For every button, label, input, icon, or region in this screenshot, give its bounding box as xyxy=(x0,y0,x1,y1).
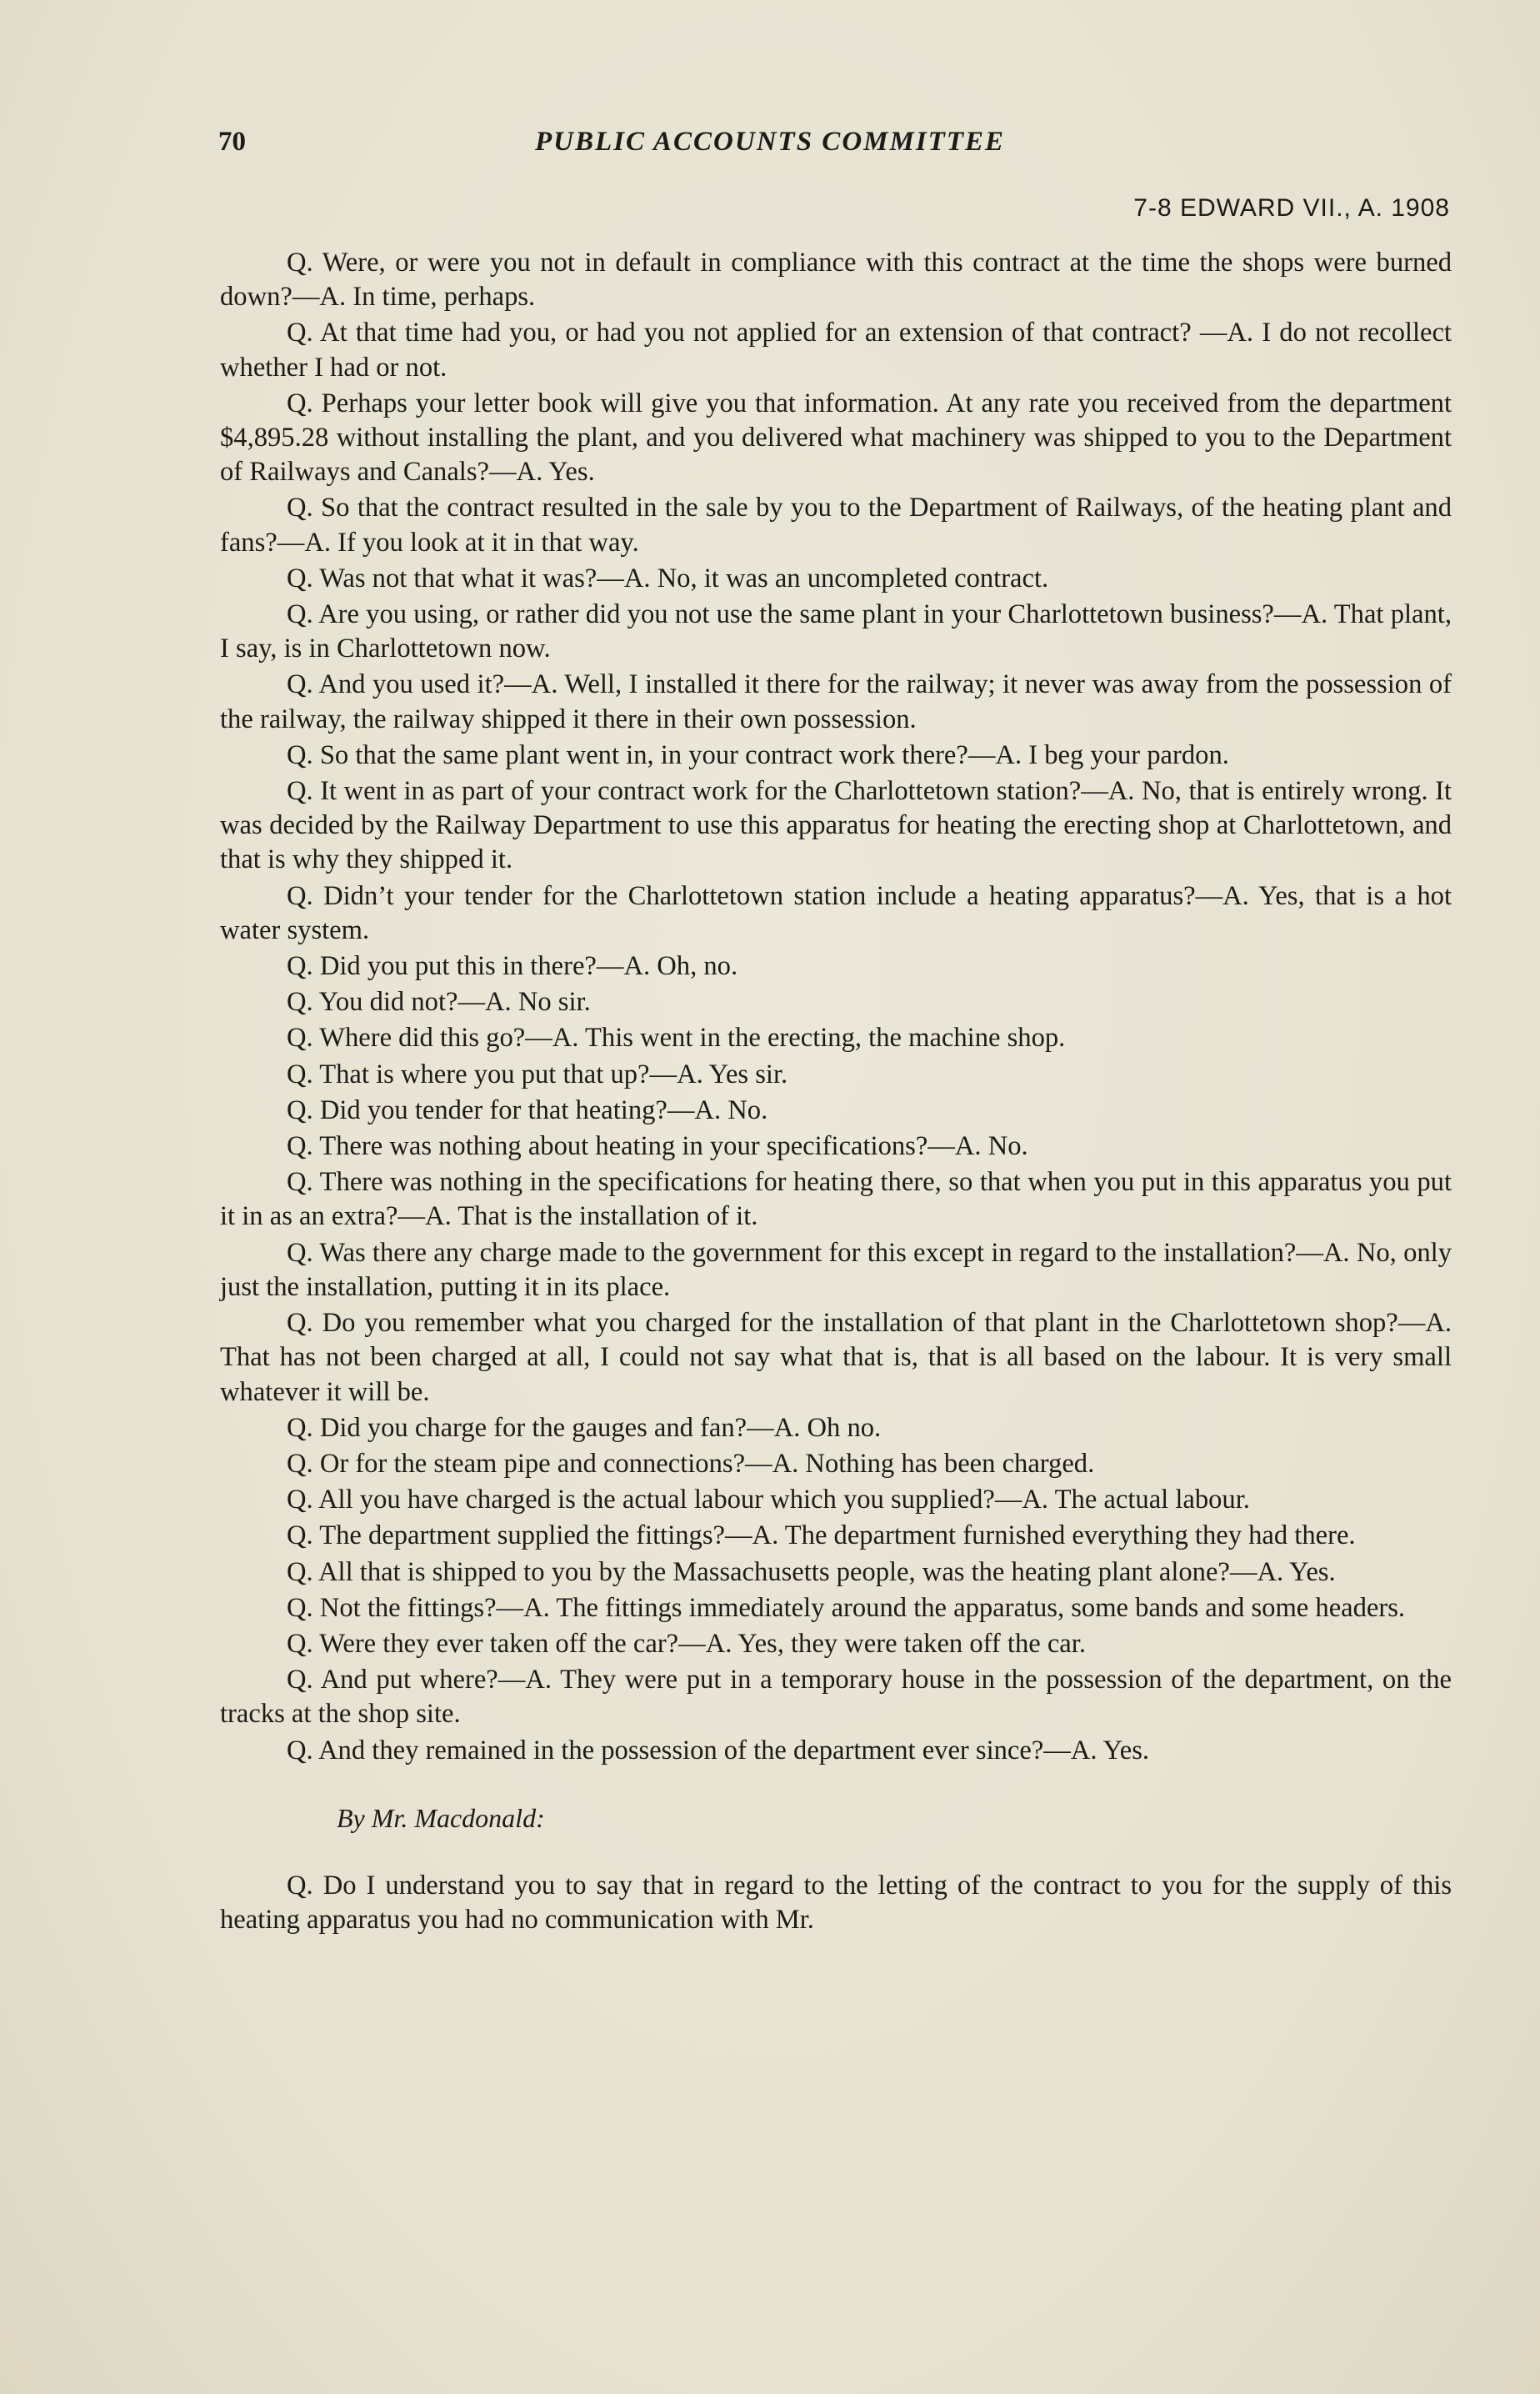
testimony-paragraph: Q. Did you put this in there?—A. Oh, no. xyxy=(287,951,738,982)
testimony-paragraph: Q. Did you tender for that heating?—A. No. xyxy=(287,1094,768,1125)
session-tag: 7-8 EDWARD VII., A. 1908 xyxy=(1133,194,1450,222)
testimony-paragraph: Q. The department supplied the fittings?—A. The department furnished everything they had there. xyxy=(287,1520,1356,1551)
testimony-paragraph: Q. So that the same plant went in, in your contract work there?—A. I beg your pardon. xyxy=(287,739,1229,770)
testimony-paragraph: Q. Not the fittings?—A. The fittings immediately around the apparatus, some bands and some headers. xyxy=(287,1592,1406,1623)
testimony-body xyxy=(220,246,1452,1939)
testimony-paragraph: Q. So that the contract resulted in the sale by you to the Department of Railways, of the heating plant and fans?—A. If you look at it in that way. xyxy=(220,493,1452,558)
testimony-paragraph: Q. At that time had you, or had you not applied for an extension of that contract? —A. I do not recollect whether I had or not. xyxy=(220,318,1452,383)
testimony-paragraph: Q. Did you charge for the gauges and fan?—A. Oh no. xyxy=(287,1412,882,1443)
page-number: 70 xyxy=(218,127,246,157)
testimony-paragraph: Q. Are you using, or rather did you not use the same plant in your Charlottetown business?—A. That plant, I say, is in Charlottetown now. xyxy=(220,599,1452,664)
final-paragraph: Q. Do I understand you to say that in regard to the letting of the contract to you for the supply of this heating apparatus you had no communication with Mr. xyxy=(220,1870,1452,1935)
testimony-paragraph: Q. You did not?—A. No sir. xyxy=(287,987,591,1018)
testimony-paragraph: Q. It went in as part of your contract work for the Charlottetown station?—A. No, that is entirely wrong. It was decided by the Railway Department to use this apparatus for heating the erecting shop at Charlottetown, and that is why they shipped it. xyxy=(220,776,1452,875)
testimony-paragraph: Q. Perhaps your letter book will give you that information. At any rate you received from the department $4,895.28 without installing the plant, and you delivered what machinery was shipped to you to the Department of Railways and Canals?—A. Yes. xyxy=(220,388,1452,488)
testimony-paragraph: Q. And you used it?—A. Well, I installed it there for the railway; it never was away from the possession of the railway, the railway shipped it there in their own possession. xyxy=(220,669,1452,734)
testimony-paragraph: Q. That is where you put that up?—A. Yes sir. xyxy=(287,1059,788,1089)
testimony-paragraph: Q. And put where?—A. They were put in a temporary house in the possession of the department, on the tracks at the shop site. xyxy=(220,1665,1452,1730)
testimony-paragraph: Q. Were they ever taken off the car?—A. Yes, they were taken off the car. xyxy=(287,1628,1086,1659)
testimony-paragraph: Q. Was there any charge made to the government for this except in regard to the installation?—A. No, only just the installation, putting it in its place. xyxy=(220,1237,1452,1302)
testimony-paragraph: Q. All you have charged is the actual labour which you supplied?—A. The actual labour. xyxy=(287,1485,1250,1515)
testimony-paragraph: Q. Didn’t your tender for the Charlottetown station include a heating apparatus?—A. Yes, that is a hot water system. xyxy=(220,880,1452,945)
testimony-paragraph: Q. Was not that what it was?—A. No, it was an uncompleted contract. xyxy=(287,563,1049,593)
testimony-paragraph: Q. Or for the steam pipe and connections?—A. Nothing has been charged. xyxy=(287,1448,1095,1479)
testimony-paragraph: Q. Were, or were you not in default in compliance with this contract at the time the shops were burned down?—A. In time, perhaps. xyxy=(220,248,1452,313)
examiner-heading: By Mr. Macdonald: xyxy=(337,1802,545,1833)
running-head: PUBLIC ACCOUNTS COMMITTEE xyxy=(534,127,1006,157)
testimony-paragraph: Q. Do you remember what you charged for the installation of that plant in the Charlottetown shop?—A. That has not been charged at all, I could not say what that is, that is all based on the labour. It is very small whatever it will be. xyxy=(220,1308,1452,1407)
testimony-paragraph: Q. Where did this go?—A. This went in the erecting, the machine shop. xyxy=(287,1023,1066,1054)
testimony-paragraph: Q. All that is shipped to you by the Massachusetts people, was the heating plant alone?—A. Yes. xyxy=(287,1556,1336,1587)
testimony-paragraph: Q. There was nothing about heating in your specifications?—A. No. xyxy=(287,1131,1028,1162)
testimony-paragraph: Q. And they remained in the possession of the department ever since?—A. Yes. xyxy=(287,1735,1150,1765)
testimony-paragraph: Q. There was nothing in the specifications for heating there, so that when you put in this apparatus you put it in as an extra?—A. That is the installation of it. xyxy=(220,1167,1452,1232)
